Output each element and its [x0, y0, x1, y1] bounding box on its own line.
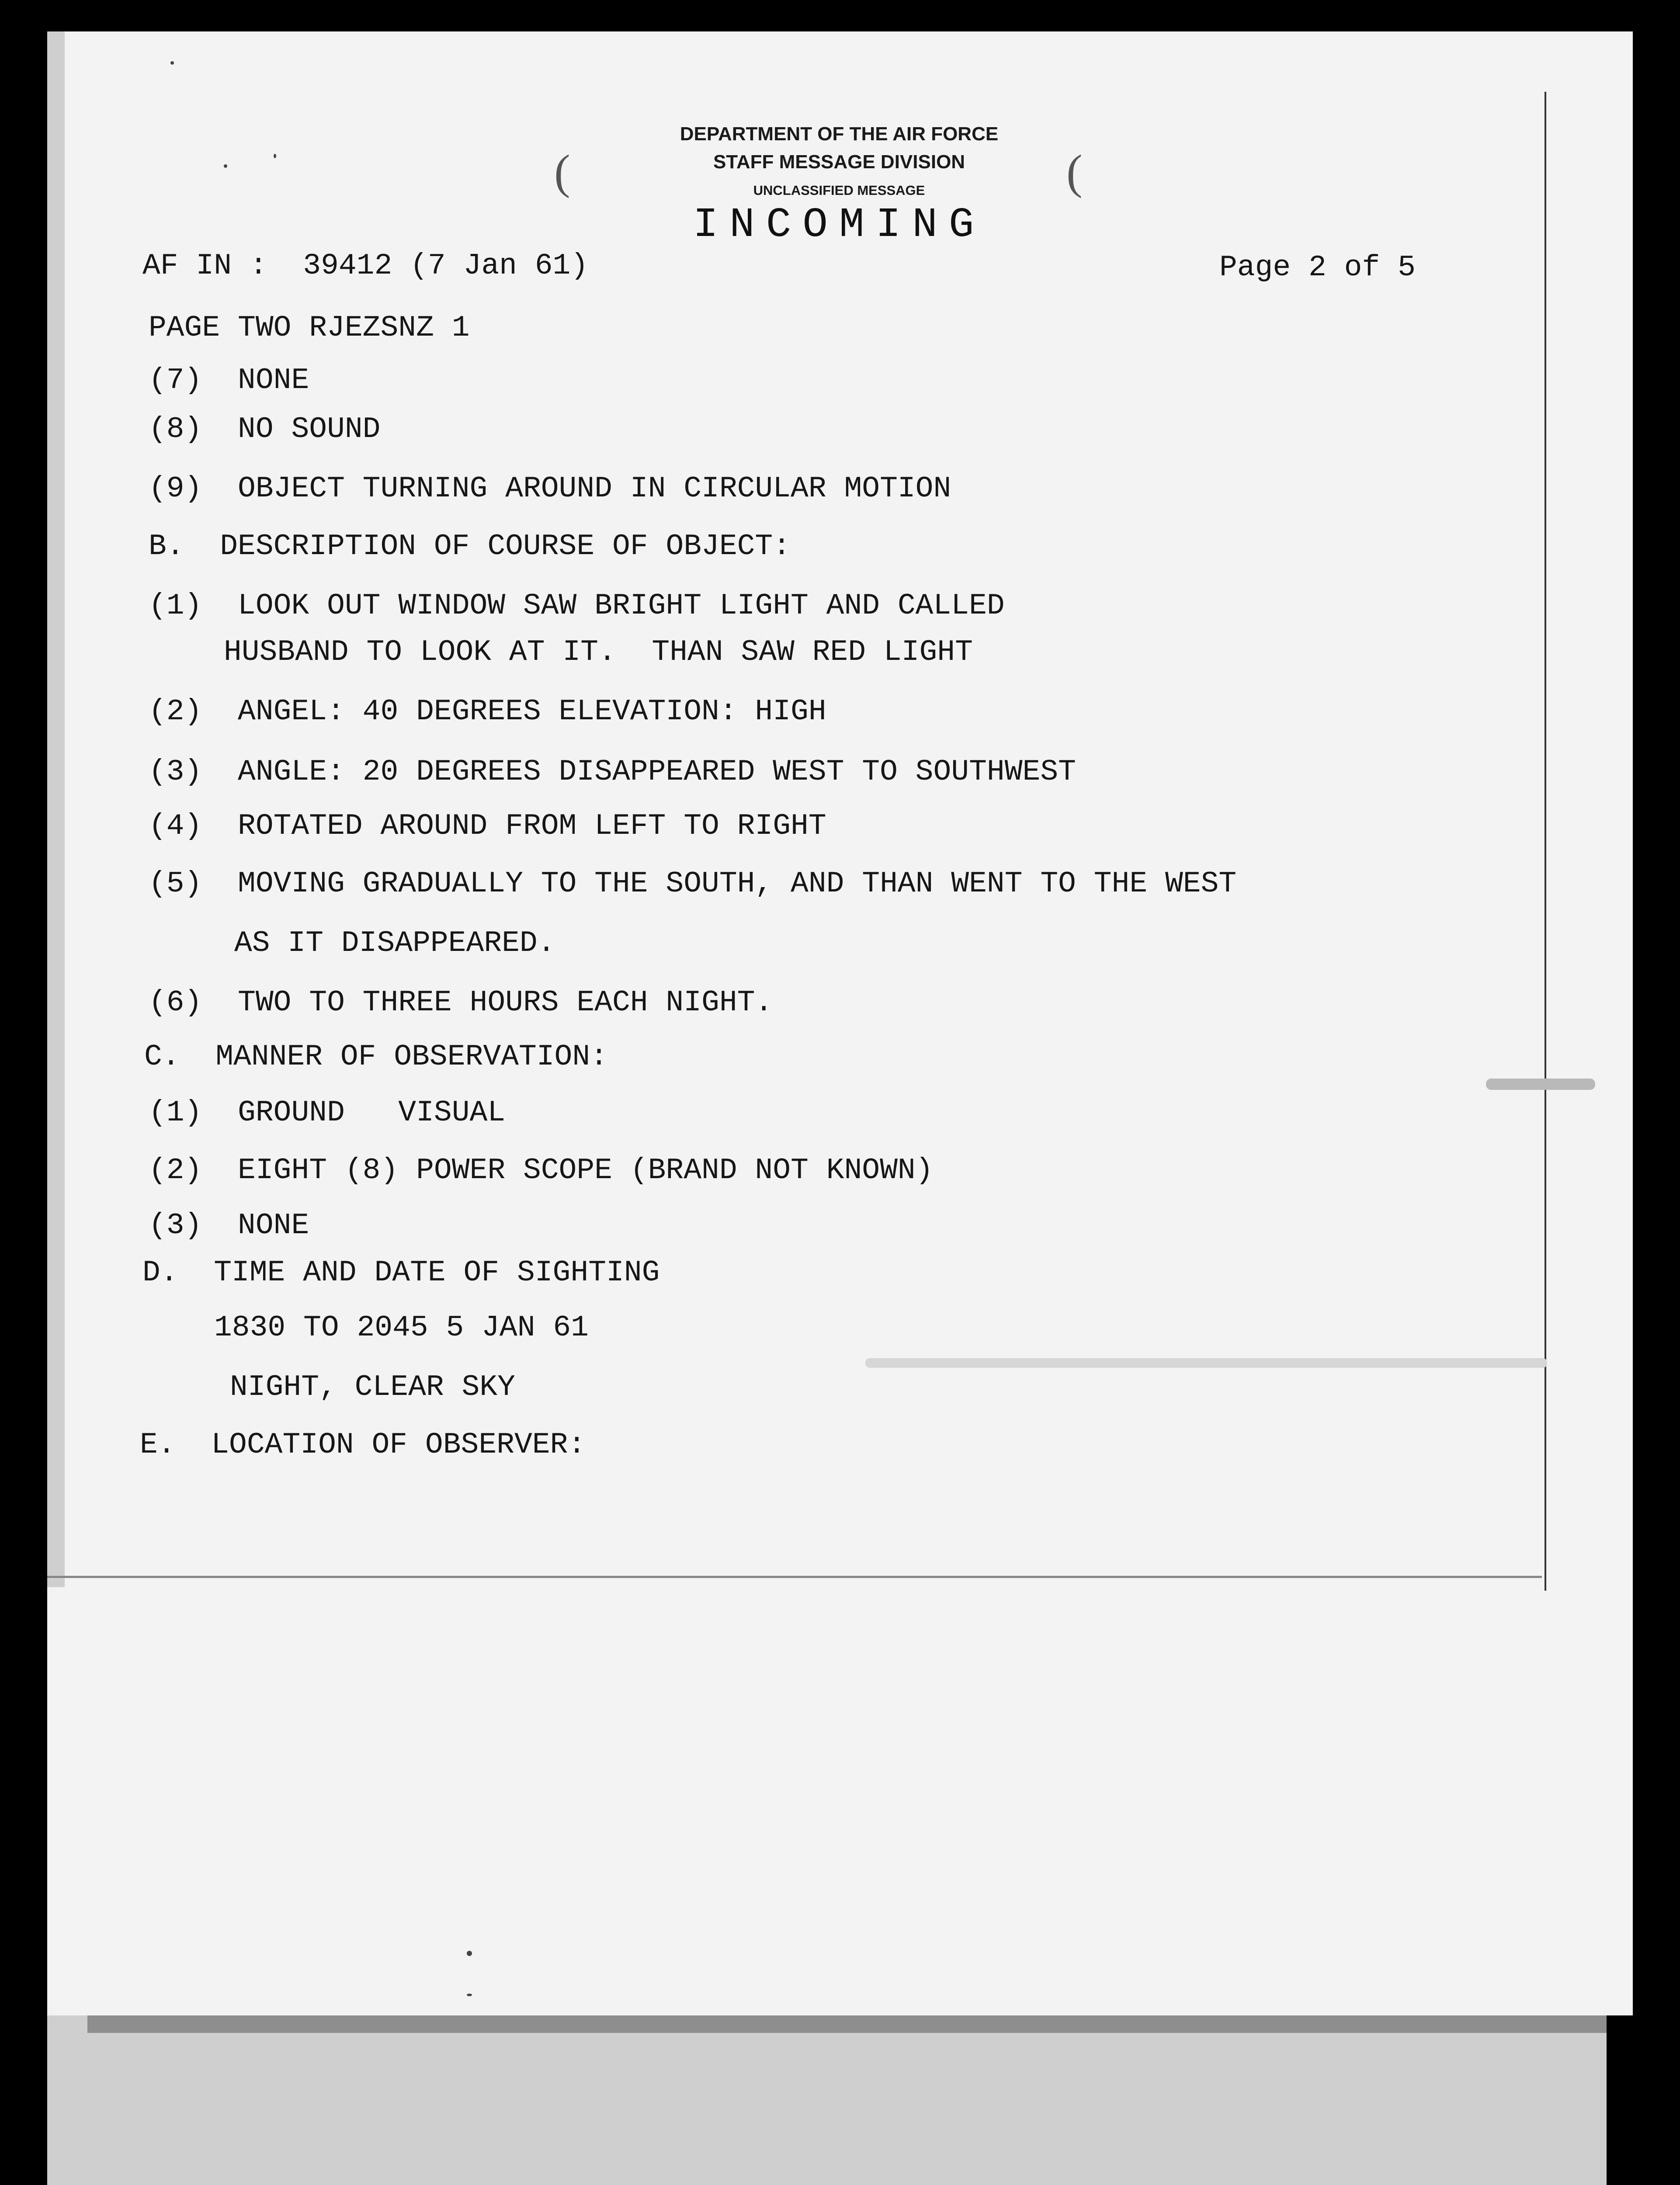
text-line: NIGHT, CLEAR SKY [230, 1370, 515, 1404]
af-in-number: AF IN : 39412 (7 Jan 61) [142, 249, 589, 283]
text-line: (1) LOOK OUT WINDOW SAW BRIGHT LIGHT AND CALLED [149, 589, 1005, 623]
text-line: (3) NONE [149, 1209, 309, 1242]
division-heading: STAFF MESSAGE DIVISION [713, 151, 965, 173]
message-type-title: INCOMING [693, 201, 986, 249]
text-line: (8) NO SOUND [149, 413, 381, 446]
page-bottom-shadow [87, 2015, 1607, 2033]
scan-speck [170, 61, 174, 65]
page-number: Page 2 of 5 [1219, 251, 1416, 284]
text-line: D. TIME AND DATE OF SIGHTING [142, 1256, 660, 1290]
scan-lower-margin [47, 2015, 1607, 2185]
scan-speck [224, 164, 227, 168]
department-heading: DEPARTMENT OF THE AIR FORCE [680, 123, 999, 145]
text-line: (9) OBJECT TURNING AROUND IN CIRCULAR MOTION [149, 472, 951, 506]
text-line: (1) GROUND VISUAL [149, 1096, 506, 1130]
text-line: (2) EIGHT (8) POWER SCOPE (BRAND NOT KNOWN) [149, 1154, 934, 1187]
scan-speck [274, 154, 276, 158]
text-line: (3) ANGLE: 20 DEGREES DISAPPEARED WEST TO SOUTHWEST [149, 755, 1076, 789]
text-line: (6) TWO TO THREE HOURS EACH NIGHT. [149, 986, 773, 1020]
punch-mark-right: ( [1066, 145, 1083, 198]
scan-speck [467, 1951, 472, 1956]
text-line: AS IT DISAPPEARED. [234, 926, 555, 960]
text-line: (2) ANGEL: 40 DEGREES ELEVATION: HIGH [149, 695, 826, 728]
text-line: PAGE TWO RJEZSNZ 1 [149, 311, 470, 345]
text-line: (4) ROTATED AROUND FROM LEFT TO RIGHT [149, 809, 826, 843]
text-line: HUSBAND TO LOOK AT IT. THAN SAW RED LIGHT [224, 635, 973, 669]
form-fold-line [47, 1576, 1542, 1578]
text-line: (7) NONE [149, 364, 309, 397]
text-line: (5) MOVING GRADUALLY TO THE SOUTH, AND THAN WENT TO THE WEST [149, 867, 1237, 901]
scan-smudge [865, 1358, 1547, 1368]
text-line: E. LOCATION OF OBSERVER: [140, 1428, 586, 1462]
text-line: C. MANNER OF OBSERVATION: [144, 1040, 608, 1074]
punch-mark-left: ( [554, 145, 570, 198]
classification-label: UNCLASSIFIED MESSAGE [753, 183, 925, 198]
scan-speck [467, 1994, 472, 1996]
text-line: B. DESCRIPTION OF COURSE OF OBJECT: [149, 530, 791, 563]
text-line: 1830 TO 2045 5 JAN 61 [214, 1311, 589, 1345]
scan-edge-shadow [47, 31, 65, 1587]
scan-smudge [1486, 1079, 1595, 1090]
